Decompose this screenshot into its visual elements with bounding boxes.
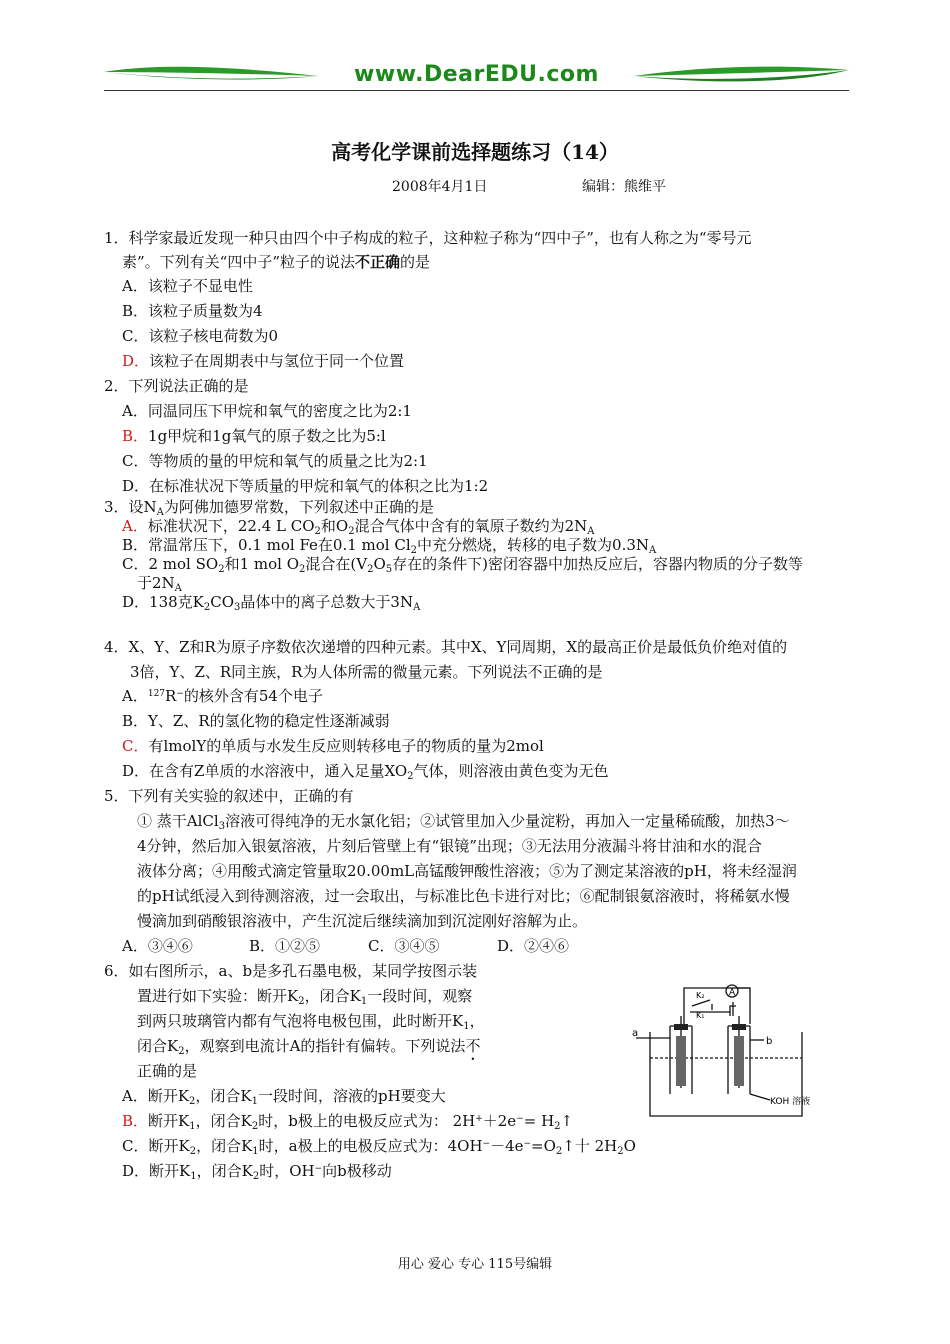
q5-stem: 5．下列有关实验的叙述中，正确的有: [104, 787, 354, 805]
q5-text-line1: ① 蒸干AlCl$_3$溶液可得纯净的无水氯化铝；②试管里加入少量淀粉，再加入一定量稀硫酸，加热3～: [137, 812, 790, 832]
q3-stem: 3．设$N_A$为阿佛加德罗常数，下列叙述中正确的是: [104, 498, 434, 518]
q4-option-c: C．有lmolY的单质与水发生反应则转移电子的物质的量为2mol: [122, 737, 544, 755]
editor: 编辑：熊维平: [582, 179, 666, 195]
q6-option-d: D．断开$K_1$，闭合$K_2$时，OH−向b极移动: [122, 1162, 392, 1182]
answer-mark: A．: [122, 517, 148, 535]
q6-stem-line1: 6．如右图所示，a、b是多孔石墨电极，某同学按图示装: [104, 962, 478, 980]
q5-option-b: B．①②⑤: [249, 937, 321, 955]
q1-stem-line1: 1．科学家最近发现一种只由四个中子构成的粒子，这种粒子称为“四中子”，也有人称之为“零号元: [104, 229, 752, 247]
q1-option-c: C．该粒子核电荷数为0: [122, 327, 279, 345]
q5-option-d: D．②④⑥: [497, 937, 570, 955]
q1-option-d: D．该粒子在周期表中与氢位于同一个位置: [122, 352, 405, 370]
page-footer: 用心 爱心 专心 115号编辑: [397, 1257, 553, 1272]
header-brand[interactable]: www.DearEDU.com: [354, 62, 599, 87]
q2-option-d: D．在标准状况下等质量的甲烷和氧气的体积之比为1:2: [122, 477, 489, 495]
q5-text-line3: 液体分离；④用酸式滴定管量取20.00mL高锰酸钾酸性溶液；⑤为了测定某溶液的pH，将未经湿润: [137, 862, 797, 880]
answer-mark: B．: [122, 427, 149, 445]
q3-option-c-line2: 于$2N_A$: [137, 574, 182, 594]
q1-stem-line2: 素”。下列有关“四中子”粒子的说法不正确的是: [122, 253, 431, 271]
q5-option-a: A．③④⑥: [122, 937, 193, 955]
q4-stem-line1: 4．X、Y、Z和R为原子序数依次递增的四种元素。其中X、Y同周期，X的最高正价是最低负价绝对值的: [104, 638, 788, 656]
q6-stem-line5: 正确的是: [137, 1062, 198, 1080]
electrode-a-label: a: [632, 1028, 639, 1039]
q6-stem-line2: 置进行如下实验：断开$K_2$，闭合$K_1$一段时间，观察: [137, 987, 473, 1007]
q3-option-a: A．标准状况下，22.4 L $CO_2$和$O_2$混合气体中含有的氧原子数约为$2N_A$: [122, 517, 595, 537]
header-banner: [104, 58, 849, 98]
q6-stem-line3: 到两只玻璃管内都有气泡将电极包围，此时断开$K_1$，: [137, 1012, 485, 1032]
answer-mark: C．: [122, 737, 149, 755]
header-rule: [104, 90, 849, 91]
answer-mark: B．: [122, 1112, 149, 1130]
q1-option-a: A．该粒子不显电性: [122, 277, 253, 295]
q3-option-c-line1: C．2 mol $SO_2$和1 mol $O_2$混合在($V_2O_5$存在的条件下)密闭容器中加热反应后，容器内物质的分子数等: [122, 555, 803, 575]
page-title: 高考化学课前选择题练习（14）: [331, 140, 619, 164]
q4-option-d: D．在含有Z单质的水溶液中，通入足量$XO_2$气体，则溶液由黄色变为无色: [122, 762, 609, 782]
q3-option-b: B．常温常压下，0.1 mol Fe在0.1 mol $Cl_2$中充分燃烧，转移的电子数为$0.3N_A$: [122, 536, 657, 556]
electrode-b-label: b: [766, 1036, 773, 1047]
q6-option-b: B．断开$K_1$，闭合$K_2$时，b极上的电极反应式为： $2H^++2e^-= H_2↑$: [122, 1112, 574, 1132]
ammeter-label: A: [729, 988, 736, 998]
q4-stem-line2: 3倍，Y、Z、R同主族，R为人体所需的微量元素。下列说法不正确的是: [130, 663, 603, 681]
q5-option-c: C．③④⑤: [368, 937, 440, 955]
electrolysis-diagram: [632, 976, 832, 1126]
q4-option-b: B．Y、Z、R的氢化物的稳定性逐渐减弱: [122, 712, 390, 730]
q6-stem-line4: 闭合$K_2$，观察到电流计A的指针有偏转。下列说法不: [137, 1037, 481, 1057]
q5-text-line5: 慢滴加到硝酸银溶液中，产生沉淀后继续滴加到沉淀刚好溶解为止。: [137, 912, 588, 930]
answer-mark: D．: [122, 352, 150, 370]
q5-text-line2: 4分钟，然后加入银氨溶液，片刻后管壁上有“银镜”出现；③无法用分液漏斗将甘油和水的混合: [137, 837, 762, 855]
q5-text-line4: 的pH试纸浸入到待测溶液，过一会取出，与标准比色卡进行对比；⑥配制银氨溶液时，将稀氨水慢: [137, 887, 790, 905]
q3-option-d: D．138克$K_2CO_3$晶体中的离子总数大于$3N_A$: [122, 593, 421, 613]
k1-label: K₁: [696, 1011, 705, 1020]
q4-option-a: A．$^{127}$R−的核外含有54个电子: [122, 687, 323, 705]
q2-option-a: A．同温同压下甲烷和氧气的密度之比为2:1: [122, 402, 412, 420]
q6-option-c: C．断开$K_2$，闭合$K_1$时，a极上的电极反应式为：$4OH^--4e^-=O_2↑$十 $2H_2O$: [122, 1137, 636, 1157]
k2-label: K₂: [696, 991, 705, 1000]
q2-option-b: B．1g甲烷和1g氧气的原子数之比为5:l: [122, 427, 386, 445]
q2-option-c: C．等物质的量的甲烷和氧气的质量之比为2:1: [122, 452, 428, 470]
koh-label: KOH 溶液: [770, 1097, 811, 1107]
q1-option-b: B．该粒子质量数为4: [122, 302, 263, 320]
q2-stem: 2．下列说法正确的是: [104, 377, 249, 395]
date: 2008年4月1日: [392, 179, 488, 195]
q6-option-a: A．断开$K_2$，闭合$K_1$一段时间，溶液的pH要变大: [122, 1087, 446, 1107]
